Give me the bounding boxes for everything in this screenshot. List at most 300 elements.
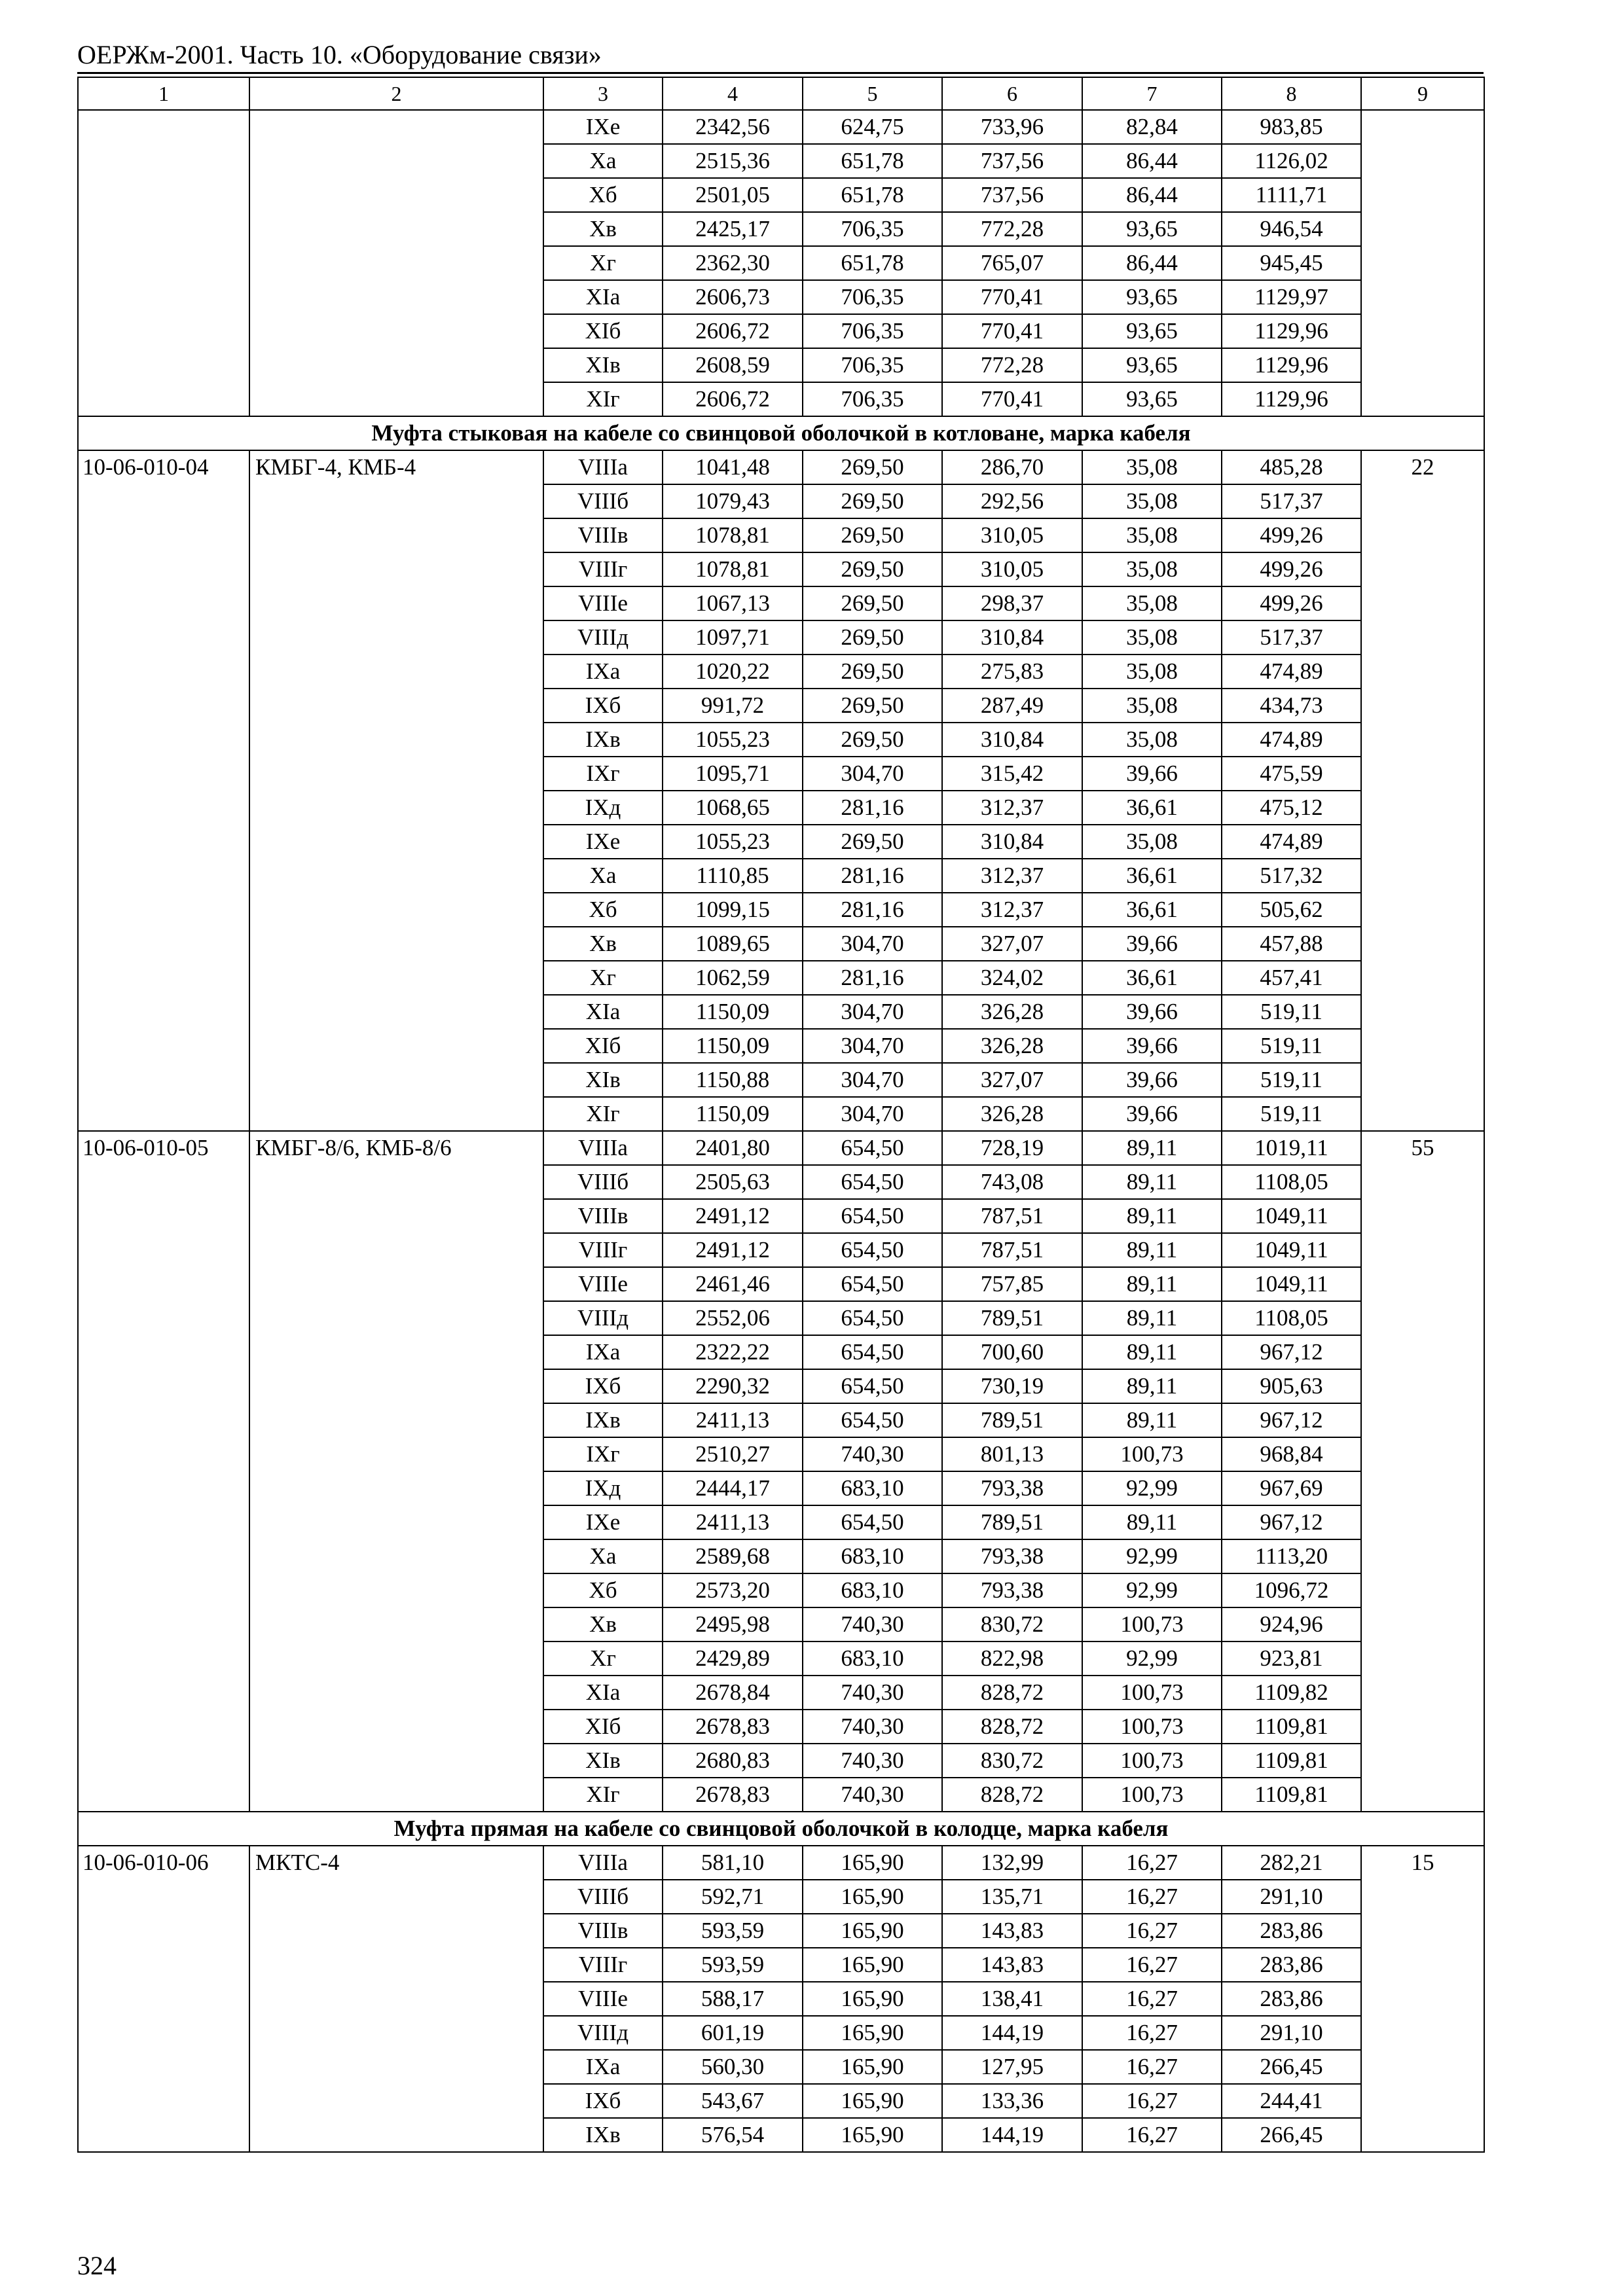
value-cell: 576,54 [663,2118,803,2152]
rate-code [78,1369,249,1403]
value-cell: 281,16 [803,859,942,893]
value-cell: 39,66 [1082,995,1222,1029]
table-row [78,689,1484,723]
zone-cell: IXд [543,1471,663,1505]
value-cell: 2290,32 [663,1369,803,1403]
value-cell: 36,61 [1082,893,1222,927]
zone-cell: XIа [543,1676,663,1710]
table-row [78,280,1484,314]
cable-brand [249,1063,543,1097]
cable-brand [249,586,543,620]
cable-brand: МКТС-4 [249,1846,543,1880]
zone-cell: XIг [543,1778,663,1812]
col9-cell [1361,552,1484,586]
value-cell: 100,73 [1082,1676,1222,1710]
value-cell: 651,78 [803,178,942,212]
value-cell: 905,63 [1222,1369,1361,1403]
table-row [78,1505,1484,1539]
zone-cell: IXб [543,2084,663,2118]
col9-cell [1361,689,1484,723]
value-cell: 269,50 [803,655,942,689]
value-cell: 2322,22 [663,1335,803,1369]
value-cell: 304,70 [803,1097,942,1131]
cable-brand [249,518,543,552]
cable-brand [249,212,543,246]
value-cell: 89,11 [1082,1233,1222,1267]
cable-brand [249,1471,543,1505]
value-cell: 165,90 [803,2016,942,2050]
value-cell: 2429,89 [663,1641,803,1676]
table-row [78,1199,1484,1233]
zone-cell: VIIIв [543,1199,663,1233]
value-cell: 1049,11 [1222,1233,1361,1267]
value-cell: 581,10 [663,1846,803,1880]
value-cell: 86,44 [1082,144,1222,178]
value-cell: 789,51 [942,1505,1082,1539]
value-cell: 35,08 [1082,484,1222,518]
table-row [78,2084,1484,2118]
value-cell: 1096,72 [1222,1573,1361,1607]
value-cell: 2411,13 [663,1505,803,1539]
value-cell: 310,05 [942,518,1082,552]
value-cell: 16,27 [1082,1982,1222,2016]
value-cell: 281,16 [803,961,942,995]
value-cell: 822,98 [942,1641,1082,1676]
col9-cell [1361,1199,1484,1233]
col9-cell [1361,1948,1484,1982]
cable-brand [249,1165,543,1199]
value-cell: 89,11 [1082,1505,1222,1539]
rate-code [78,1880,249,1914]
value-cell: 654,50 [803,1199,942,1233]
col9-cell [1361,1233,1484,1267]
zone-cell: IXе [543,110,663,144]
zone-cell: Xв [543,927,663,961]
value-cell: 89,11 [1082,1335,1222,1369]
col9-cell [1361,1029,1484,1063]
value-cell: 830,72 [942,1607,1082,1641]
rate-code [78,757,249,791]
rates-table [77,77,1485,2153]
value-cell: 93,65 [1082,280,1222,314]
value-cell: 499,26 [1222,518,1361,552]
value-cell: 1150,09 [663,995,803,1029]
zone-cell: IXг [543,1437,663,1471]
value-cell: 304,70 [803,995,942,1029]
section-title: Муфта стыковая на кабеле со свинцовой оболочкой в котловане, марка кабеля [78,416,1484,450]
value-cell: 36,61 [1082,859,1222,893]
zone-cell: VIIIе [543,1982,663,2016]
value-cell: 2510,27 [663,1437,803,1471]
table-row [78,110,1484,144]
value-cell: 36,61 [1082,961,1222,995]
col9-cell [1361,1710,1484,1744]
rate-code [78,212,249,246]
cable-brand [249,552,543,586]
page-number: 324 [77,2251,117,2280]
value-cell: 89,11 [1082,1369,1222,1403]
value-cell: 651,78 [803,144,942,178]
value-cell: 499,26 [1222,552,1361,586]
value-cell: 789,51 [942,1301,1082,1335]
value-cell: 310,84 [942,825,1082,859]
cable-brand [249,1641,543,1676]
value-cell: 789,51 [942,1403,1082,1437]
value-cell: 127,95 [942,2050,1082,2084]
zone-cell: VIIIб [543,1165,663,1199]
col9-cell [1361,1880,1484,1914]
column-number: 8 [1222,77,1361,110]
rate-code [78,1029,249,1063]
value-cell: 967,12 [1222,1335,1361,1369]
table-row [78,1607,1484,1641]
cable-brand [249,1539,543,1573]
table-row [78,246,1484,280]
value-cell: 165,90 [803,1948,942,1982]
rate-code [78,1744,249,1778]
value-cell: 1110,85 [663,859,803,893]
value-cell: 683,10 [803,1573,942,1607]
cable-brand [249,1880,543,1914]
rate-code [78,1165,249,1199]
value-cell: 1129,96 [1222,348,1361,382]
zone-cell: XIв [543,348,663,382]
value-cell: 1150,88 [663,1063,803,1097]
table-row [78,348,1484,382]
value-cell: 35,08 [1082,552,1222,586]
rate-code: 10-06-010-05 [78,1131,249,1165]
value-cell: 275,83 [942,655,1082,689]
cable-brand [249,723,543,757]
value-cell: 740,30 [803,1778,942,1812]
cable-brand [249,1982,543,2016]
value-cell: 16,27 [1082,1880,1222,1914]
value-cell: 269,50 [803,689,942,723]
cable-brand [249,689,543,723]
table-row [78,859,1484,893]
value-cell: 165,90 [803,2084,942,2118]
value-cell: 269,50 [803,825,942,859]
col9-cell [1361,1607,1484,1641]
table-row [78,1710,1484,1744]
col9-cell [1361,1335,1484,1369]
value-cell: 2606,73 [663,280,803,314]
col9-cell: 22 [1361,450,1484,484]
zone-cell: XIа [543,995,663,1029]
table-row [78,1471,1484,1505]
value-cell: 830,72 [942,1744,1082,1778]
value-cell: 327,07 [942,927,1082,961]
value-cell: 89,11 [1082,1403,1222,1437]
zone-cell: VIIIд [543,620,663,655]
column-number: 6 [942,77,1082,110]
column-number: 5 [803,77,942,110]
value-cell: 457,88 [1222,927,1361,961]
rate-code: 10-06-010-06 [78,1846,249,1880]
value-cell: 737,56 [942,144,1082,178]
value-cell: 92,99 [1082,1573,1222,1607]
col9-cell [1361,518,1484,552]
value-cell: 244,41 [1222,2084,1361,2118]
rate-code [78,655,249,689]
rate-code [78,2084,249,2118]
zone-cell: XIб [543,1029,663,1063]
cable-brand [249,995,543,1029]
value-cell: 740,30 [803,1437,942,1471]
value-cell: 16,27 [1082,1914,1222,1948]
value-cell: 983,85 [1222,110,1361,144]
value-cell: 100,73 [1082,1778,1222,1812]
value-cell: 1113,20 [1222,1539,1361,1573]
value-cell: 283,86 [1222,1914,1361,1948]
value-cell: 1109,81 [1222,1744,1361,1778]
column-number: 9 [1361,77,1484,110]
value-cell: 654,50 [803,1335,942,1369]
value-cell: 2342,56 [663,110,803,144]
value-cell: 132,99 [942,1846,1082,1880]
col9-cell [1361,314,1484,348]
value-cell: 39,66 [1082,1097,1222,1131]
value-cell: 266,45 [1222,2050,1361,2084]
cable-brand [249,1403,543,1437]
col9-cell [1361,280,1484,314]
value-cell: 700,60 [942,1335,1082,1369]
cable-brand [249,1437,543,1471]
table-row [78,1778,1484,1812]
rate-code [78,927,249,961]
zone-cell: Xб [543,178,663,212]
value-cell: 92,99 [1082,1471,1222,1505]
value-cell: 2589,68 [663,1539,803,1573]
value-cell: 100,73 [1082,1607,1222,1641]
value-cell: 519,11 [1222,1029,1361,1063]
value-cell: 793,38 [942,1573,1082,1607]
cable-brand [249,2050,543,2084]
value-cell: 740,30 [803,1676,942,1710]
col9-cell [1361,1097,1484,1131]
col9-cell [1361,1471,1484,1505]
value-cell: 1019,11 [1222,1131,1361,1165]
value-cell: 310,84 [942,620,1082,655]
rate-code [78,1710,249,1744]
zone-cell: IXб [543,689,663,723]
rate-code [78,382,249,416]
column-number: 4 [663,77,803,110]
value-cell: 35,08 [1082,586,1222,620]
value-cell: 733,96 [942,110,1082,144]
value-cell: 165,90 [803,1914,942,1948]
col9-cell [1361,620,1484,655]
zone-cell: IXв [543,723,663,757]
cable-brand [249,1710,543,1744]
value-cell: 2678,83 [663,1778,803,1812]
value-cell: 1129,97 [1222,280,1361,314]
value-cell: 740,30 [803,1744,942,1778]
value-cell: 945,45 [1222,246,1361,280]
col9-cell [1361,348,1484,382]
value-cell: 772,28 [942,348,1082,382]
value-cell: 654,50 [803,1369,942,1403]
cable-brand [249,1778,543,1812]
col9-cell [1361,1505,1484,1539]
table-row [78,620,1484,655]
value-cell: 991,72 [663,689,803,723]
value-cell: 35,08 [1082,450,1222,484]
cable-brand [249,893,543,927]
table-row [78,1982,1484,2016]
value-cell: 100,73 [1082,1744,1222,1778]
col9-cell [1361,2016,1484,2050]
value-cell: 683,10 [803,1641,942,1676]
cable-brand [249,859,543,893]
rate-code [78,110,249,144]
zone-cell: Xа [543,859,663,893]
rate-code: 10-06-010-04 [78,450,249,484]
rate-code [78,144,249,178]
table-row [78,314,1484,348]
value-cell: 312,37 [942,859,1082,893]
value-cell: 16,27 [1082,2118,1222,2152]
value-cell: 1062,59 [663,961,803,995]
value-cell: 326,28 [942,1029,1082,1063]
zone-cell: XIб [543,1710,663,1744]
value-cell: 757,85 [942,1267,1082,1301]
value-cell: 1126,02 [1222,144,1361,178]
zone-cell: Xв [543,212,663,246]
zone-cell: VIIIг [543,552,663,586]
value-cell: 1129,96 [1222,314,1361,348]
section-title-row [78,416,1484,450]
table-row [78,2016,1484,2050]
value-cell: 1150,09 [663,1097,803,1131]
value-cell: 654,50 [803,1301,942,1335]
value-cell: 1108,05 [1222,1165,1361,1199]
value-cell: 16,27 [1082,2050,1222,2084]
value-cell: 310,05 [942,552,1082,586]
value-cell: 737,56 [942,178,1082,212]
value-cell: 2505,63 [663,1165,803,1199]
value-cell: 543,67 [663,2084,803,2118]
col9-cell [1361,1301,1484,1335]
cable-brand [249,655,543,689]
value-cell: 281,16 [803,791,942,825]
rate-code [78,178,249,212]
value-cell: 2411,13 [663,1403,803,1437]
value-cell: 1108,05 [1222,1301,1361,1335]
zone-cell: VIIIе [543,586,663,620]
value-cell: 39,66 [1082,1029,1222,1063]
zone-cell: VIIIд [543,1301,663,1335]
zone-cell: VIIIа [543,1846,663,1880]
value-cell: 304,70 [803,927,942,961]
zone-cell: Xг [543,1641,663,1676]
table-row [78,723,1484,757]
table-row [78,178,1484,212]
value-cell: 324,02 [942,961,1082,995]
zone-cell: VIIIг [543,1233,663,1267]
value-cell: 143,83 [942,1948,1082,1982]
value-cell: 35,08 [1082,655,1222,689]
value-cell: 2362,30 [663,246,803,280]
table-row [78,1573,1484,1607]
value-cell: 923,81 [1222,1641,1361,1676]
table-row [78,1063,1484,1097]
rate-code [78,484,249,518]
value-cell: 2515,36 [663,144,803,178]
value-cell: 706,35 [803,348,942,382]
value-cell: 828,72 [942,1710,1082,1744]
col9-cell [1361,757,1484,791]
value-cell: 292,56 [942,484,1082,518]
zone-cell: VIIIе [543,1267,663,1301]
value-cell: 89,11 [1082,1165,1222,1199]
value-cell: 165,90 [803,2118,942,2152]
rate-code [78,995,249,1029]
rate-code [78,1437,249,1471]
value-cell: 89,11 [1082,1199,1222,1233]
value-cell: 165,90 [803,1846,942,1880]
table-row [78,1335,1484,1369]
rate-code [78,1267,249,1301]
zone-cell: Xб [543,1573,663,1607]
cable-brand [249,1505,543,1539]
cable-brand [249,2118,543,2152]
value-cell: 1089,65 [663,927,803,961]
col9-cell [1361,1437,1484,1471]
zone-cell: Xг [543,961,663,995]
value-cell: 2495,98 [663,1607,803,1641]
col9-cell [1361,1744,1484,1778]
col9-cell [1361,484,1484,518]
table-row [78,1539,1484,1573]
value-cell: 1055,23 [663,723,803,757]
value-cell: 560,30 [663,2050,803,2084]
cable-brand [249,620,543,655]
rate-code [78,1233,249,1267]
value-cell: 281,16 [803,893,942,927]
section-title: Муфта прямая на кабеле со свинцовой оболочкой в колодце, марка кабеля [78,1812,1484,1846]
table-row [78,1437,1484,1471]
col9-cell [1361,791,1484,825]
value-cell: 291,10 [1222,1880,1361,1914]
rate-code [78,246,249,280]
table-row [78,518,1484,552]
zone-cell: IXа [543,1335,663,1369]
cable-brand [249,110,543,144]
rate-code [78,2016,249,2050]
value-cell: 269,50 [803,552,942,586]
col9-cell [1361,1573,1484,1607]
value-cell: 1068,65 [663,791,803,825]
zone-cell: IXг [543,757,663,791]
value-cell: 93,65 [1082,212,1222,246]
col9-cell [1361,144,1484,178]
zone-cell: XIб [543,314,663,348]
table-row [78,1267,1484,1301]
value-cell: 2425,17 [663,212,803,246]
cable-brand [249,757,543,791]
value-cell: 624,75 [803,110,942,144]
rate-code [78,2050,249,2084]
table-row [78,144,1484,178]
rate-code [78,552,249,586]
value-cell: 100,73 [1082,1710,1222,1744]
col9-cell [1361,859,1484,893]
value-cell: 1041,48 [663,450,803,484]
value-cell: 2573,20 [663,1573,803,1607]
rate-code [78,1539,249,1573]
rate-code [78,1063,249,1097]
